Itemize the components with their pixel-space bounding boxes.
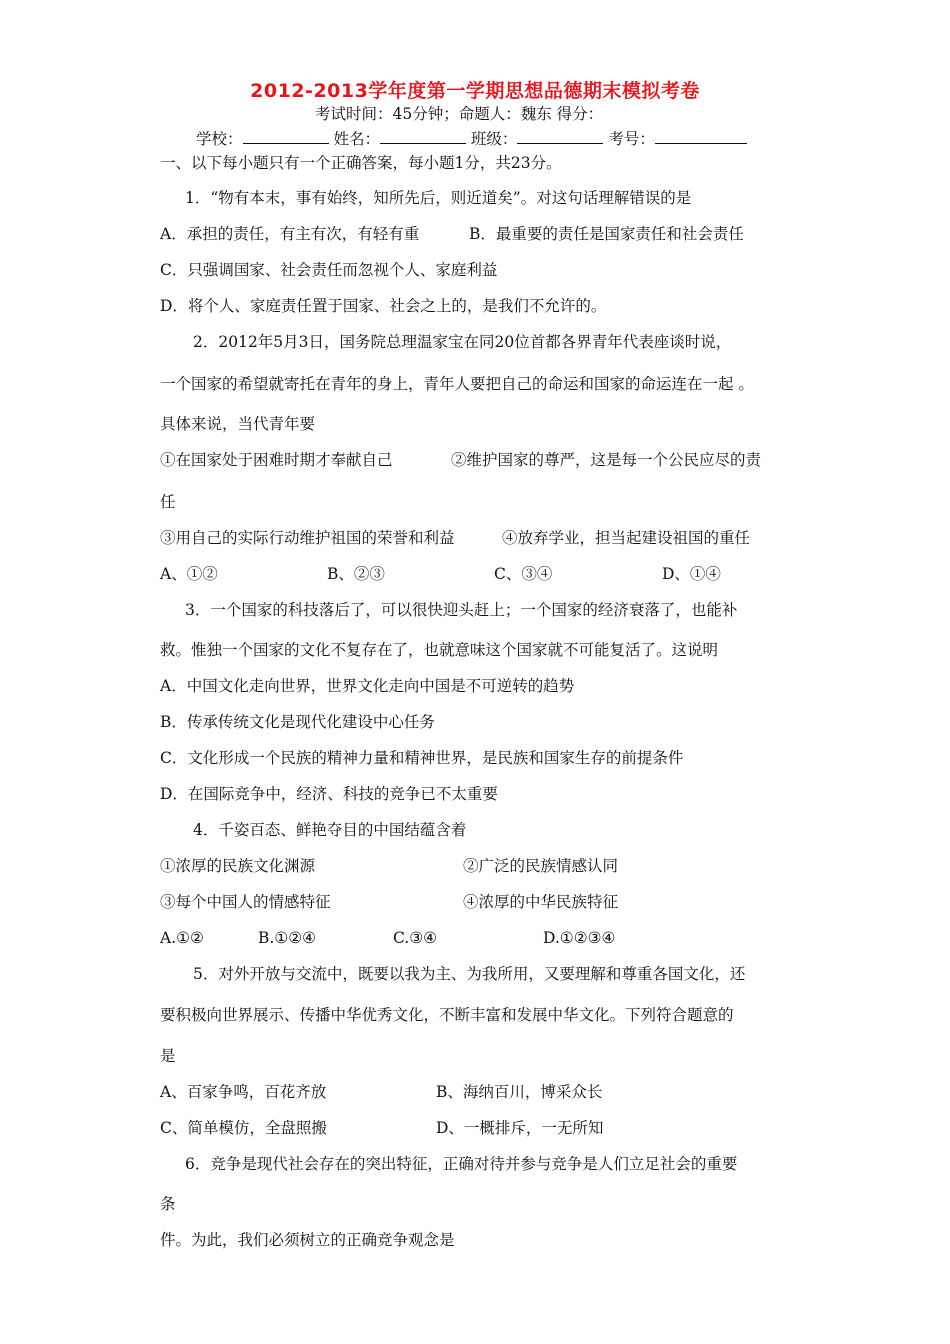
q1-option-b: B．最重要的责任是国家责任和社会责任 [469, 225, 744, 243]
q5-option-c: C、简单模仿，全盘照搬 [160, 1119, 327, 1137]
q4-statement-1: ①浓厚的民族文化渊源 [160, 857, 316, 875]
q4-statement-2: ②广泛的民族情感认同 [463, 857, 619, 875]
q1-option-d: D．将个人、家庭责任置于国家、社会之上的，是我们不允许的。 [160, 297, 607, 315]
q3-option-d: D．在国际竞争中，经济、科技的竞争已不太重要 [160, 785, 498, 803]
q2-statement-3: ③用自己的实际行动维护祖国的荣誉和利益 [160, 529, 455, 547]
name-blank[interactable] [380, 129, 466, 144]
q1-option-a: A．承担的责任，有主有次，有轻有重 [160, 225, 420, 243]
q4-statement-4: ④浓厚的中华民族特征 [463, 893, 619, 911]
q2-stem-3: 具体来说，当代青年要 [160, 415, 316, 433]
q5-option-a: A、百家争鸣，百花齐放 [160, 1083, 327, 1101]
student-info-row [196, 129, 747, 149]
q3-option-b: B．传承传统文化是现代化建设中心任务 [160, 713, 435, 731]
q3-stem-1: 3．一个国家的科技落后了，可以很快迎头赶上；一个国家的经济衰落了，也能补 [185, 601, 738, 619]
class-blank[interactable] [517, 129, 603, 144]
school-blank[interactable] [243, 129, 329, 144]
q5-option-d: D、一概排斥，一无所知 [436, 1119, 604, 1137]
q2-option-d: D、①④ [662, 565, 721, 583]
q2-stem-1: 2．2012年5月3日，国务院总理温家宝在同20位首都各界青年代表座谈时说， [193, 333, 732, 351]
exam-info: 考试时间：45分钟；命题人：魏东 得分： [315, 105, 604, 123]
q4-stem: 4．千姿百态、鲜艳夺目的中国结蕴含着 [193, 821, 467, 839]
q2-statement-4: ④放弃学业，担当起建设祖国的重任 [502, 529, 751, 547]
q6-stem-3: 件。为此，我们必须树立的正确竞争观念是 [160, 1231, 455, 1249]
q6-stem-1: 6．竞争是现代社会存在的突出特征，正确对待并参与竞争是人们立足社会的重要 [185, 1155, 738, 1173]
q2-option-c: C、③④ [494, 565, 553, 583]
q1-option-c: C．只强调国家、社会责任而忽视个人、家庭利益 [160, 261, 498, 279]
q3-stem-2: 救。惟独一个国家的文化不复存在了，也就意味这个国家就不可能复活了。这说明 [160, 641, 719, 659]
q4-option-d: D.①②③④ [543, 929, 616, 947]
exam-title: 2012-2013学年度第一学期思想品德期末模拟考卷 [250, 80, 700, 102]
q5-stem-2: 要积极向世界展示、传播中华优秀文化，不断丰富和发展中华文化。下列符合题意的 [160, 1006, 734, 1024]
q6-stem-2: 条 [160, 1195, 176, 1213]
q2-option-b: B、②③ [327, 565, 385, 583]
school-label: 学校： [196, 130, 243, 148]
q2-statement-2-cont: 任 [160, 493, 176, 511]
q3-option-c: C．文化形成一个民族的精神力量和精神世界，是民族和国家生存的前提条件 [160, 749, 684, 767]
section-heading: 一、以下每小题只有一个正确答案，每小题1分，共23分。 [160, 154, 562, 172]
q4-option-b: B.①②④ [258, 929, 317, 947]
class-label: 班级： [470, 130, 518, 148]
id-blank[interactable] [655, 129, 747, 144]
q4-statement-3: ③每个中国人的情感特征 [160, 893, 331, 911]
name-label: 姓名： [333, 130, 380, 148]
q4-option-a: A.①② [160, 929, 204, 947]
q2-option-a: A、①② [160, 565, 218, 583]
q2-stem-2: 一个国家的希望就寄托在青年的身上，青年人要把自己的命运和国家的命运连在一起 。 [160, 375, 754, 393]
q4-option-c: C.③④ [393, 929, 438, 947]
q1-stem: 1．“物有本末，事有始终，知所先后，则近道矣”。对这句话理解错误的是 [185, 189, 692, 207]
q5-stem-1: 5．对外开放与交流中，既要以我为主、为我所用，又要理解和尊重各国文化，还 [193, 965, 746, 983]
q3-option-a: A．中国文化走向世界，世界文化走向中国是不可逆转的趋势 [160, 677, 575, 695]
q2-statement-1: ①在国家处于困难时期才奉献自己 [160, 451, 393, 469]
q5-stem-3: 是 [160, 1047, 176, 1065]
q5-option-b: B、海纳百川，博采众长 [436, 1083, 603, 1101]
q2-statement-2: ②维护国家的尊严，这是每一个公民应尽的责 [451, 451, 762, 469]
id-label: 考号： [608, 130, 655, 148]
